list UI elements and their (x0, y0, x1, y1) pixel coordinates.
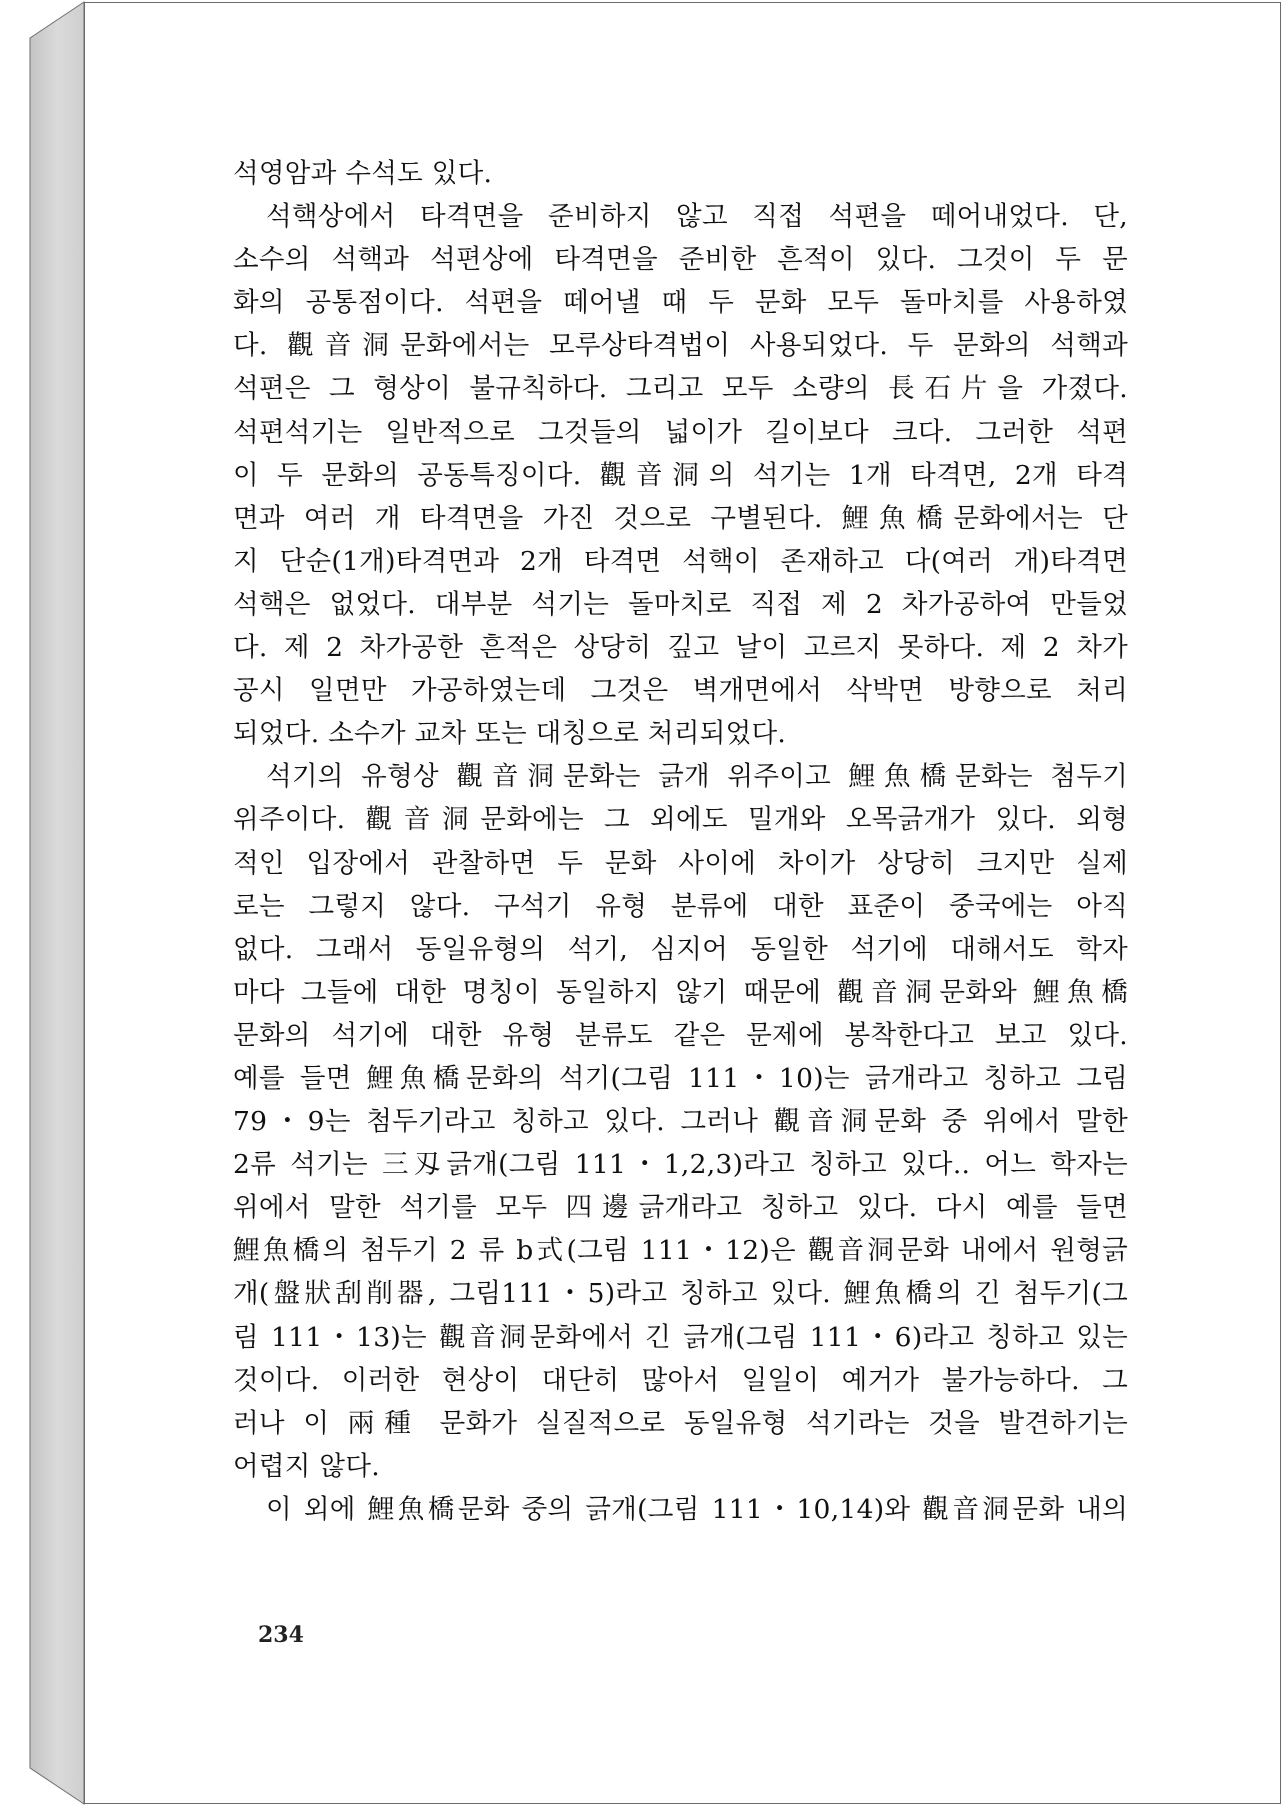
text-line: 마다 그들에 대한 명칭이 동일하지 않기 때문에 觀音洞문화와 鯉魚橋 (233, 976, 1128, 1008)
text-line: 이 두 문화의 공동특징이다. 觀音洞의 석기는 1개 타격면, 2개 타격 (233, 459, 1128, 491)
text-line: 이 외에 鯉魚橋문화 중의 긁개(그림 111・10,14)와 觀音洞문화 내의 (266, 1493, 1128, 1525)
text-line: 석기의 유형상 觀音洞문화는 긁개 위주이고 鯉魚橋문화는 첨두기 (266, 761, 1128, 793)
text-line: 없다. 그래서 동일유형의 석기, 심지어 동일한 석기에 대해서도 학자 (233, 933, 1128, 965)
book-spine (30, 2, 84, 1804)
text-line: 예를 들면 鯉魚橋문화의 석기(그림 111・10)는 긁개라고 칭하고 그림 (233, 1062, 1128, 1094)
text-line: 어렵지 않다. (233, 1450, 380, 1482)
text-line: 석영암과 수석도 있다. (233, 158, 493, 189)
text-line: 것이다. 이러한 현상이 대단히 많아서 일일이 예거가 불가능하다. 그 (233, 1364, 1128, 1396)
text-line: 로는 그렇지 않다. 구석기 유형 분류에 대한 표준이 중국에는 아직 (233, 890, 1128, 922)
text-line: 석핵은 없었다. 대부분 석기는 돌마치로 직접 제 2 차가공하여 만들었 (233, 588, 1128, 620)
text-line: 다. 觀音洞문화에서는 모루상타격법이 사용되었다. 두 문화의 석핵과 (233, 330, 1128, 362)
page-body-text (233, 152, 1128, 1531)
text-line: 적인 입장에서 관찰하면 두 문화 사이에 차이가 상당히 크지만 실제 (233, 847, 1128, 879)
text-line: 공시 일면만 가공하였는데 그것은 벽개면에서 삭박면 방향으로 처리 (233, 675, 1128, 707)
text-line: 개(盤狀刮削器, 그림111・5)라고 칭하고 있다. 鯉魚橋의 긴 첨두기(그 (233, 1278, 1128, 1310)
text-line: 석핵상에서 타격면을 준비하지 않고 직접 석편을 떼어내었다. 단, (266, 201, 1128, 233)
text-line: 문화의 석기에 대한 유형 분류도 같은 문제에 봉착한다고 보고 있다. (233, 1019, 1128, 1051)
text-line: 소수의 석핵과 석편상에 타격면을 준비한 흔적이 있다. 그것이 두 문 (233, 244, 1128, 276)
text-line: 면과 여러 개 타격면을 가진 것으로 구별된다. 鯉魚橋문화에서는 단 (233, 502, 1128, 534)
text-line: 석편석기는 일반적으로 그것들의 넓이가 길이보다 크다. 그러한 석편 (233, 416, 1128, 448)
text-line: 러나 이 兩種 문화가 실질적으로 동일유형 석기라는 것을 발견하기는 (233, 1407, 1128, 1439)
text-line: 위주이다. 觀音洞문화에는 그 외에도 밀개와 오목긁개가 있다. 외형 (233, 804, 1128, 836)
text-line: 위에서 말한 석기를 모두 四邊긁개라고 칭하고 있다. 다시 예를 들면 (233, 1192, 1128, 1224)
text-line: 되었다. 소수가 교차 또는 대칭으로 처리되었다. (233, 718, 787, 750)
text-line: 지 단순(1개)타격면과 2개 타격면 석핵이 존재하고 다(여러 개)타격면 (233, 545, 1128, 577)
text-line: 석편은 그 형상이 불규칙하다. 그리고 모두 소량의 長石片을 가졌다. (233, 373, 1128, 405)
text-line: 79・9는 첨두기라고 칭하고 있다. 그러나 觀音洞문화 중 위에서 말한 (233, 1106, 1128, 1138)
text-line: 다. 제 2 차가공한 흔적은 상당히 깊고 날이 고르지 못하다. 제 2 차가 (233, 632, 1128, 664)
text-line: 2류 석기는 三刄긁개(그림 111・1,2,3)라고 칭하고 있다.. 어느 학자는 (233, 1149, 1128, 1181)
text-line: 림 111・13)는 觀音洞문화에서 긴 긁개(그림 111・6)라고 칭하고 있는 (233, 1321, 1128, 1353)
text-line: 화의 공통점이다. 석편을 떼어낼 때 두 문화 모두 돌마치를 사용하였 (233, 287, 1128, 319)
text-line: 鯉魚橋의 첨두기 2 류 b式(그림 111・12)은 觀音洞문화 내에서 원형긁 (233, 1235, 1128, 1267)
page-number: 234 (258, 1622, 304, 1648)
